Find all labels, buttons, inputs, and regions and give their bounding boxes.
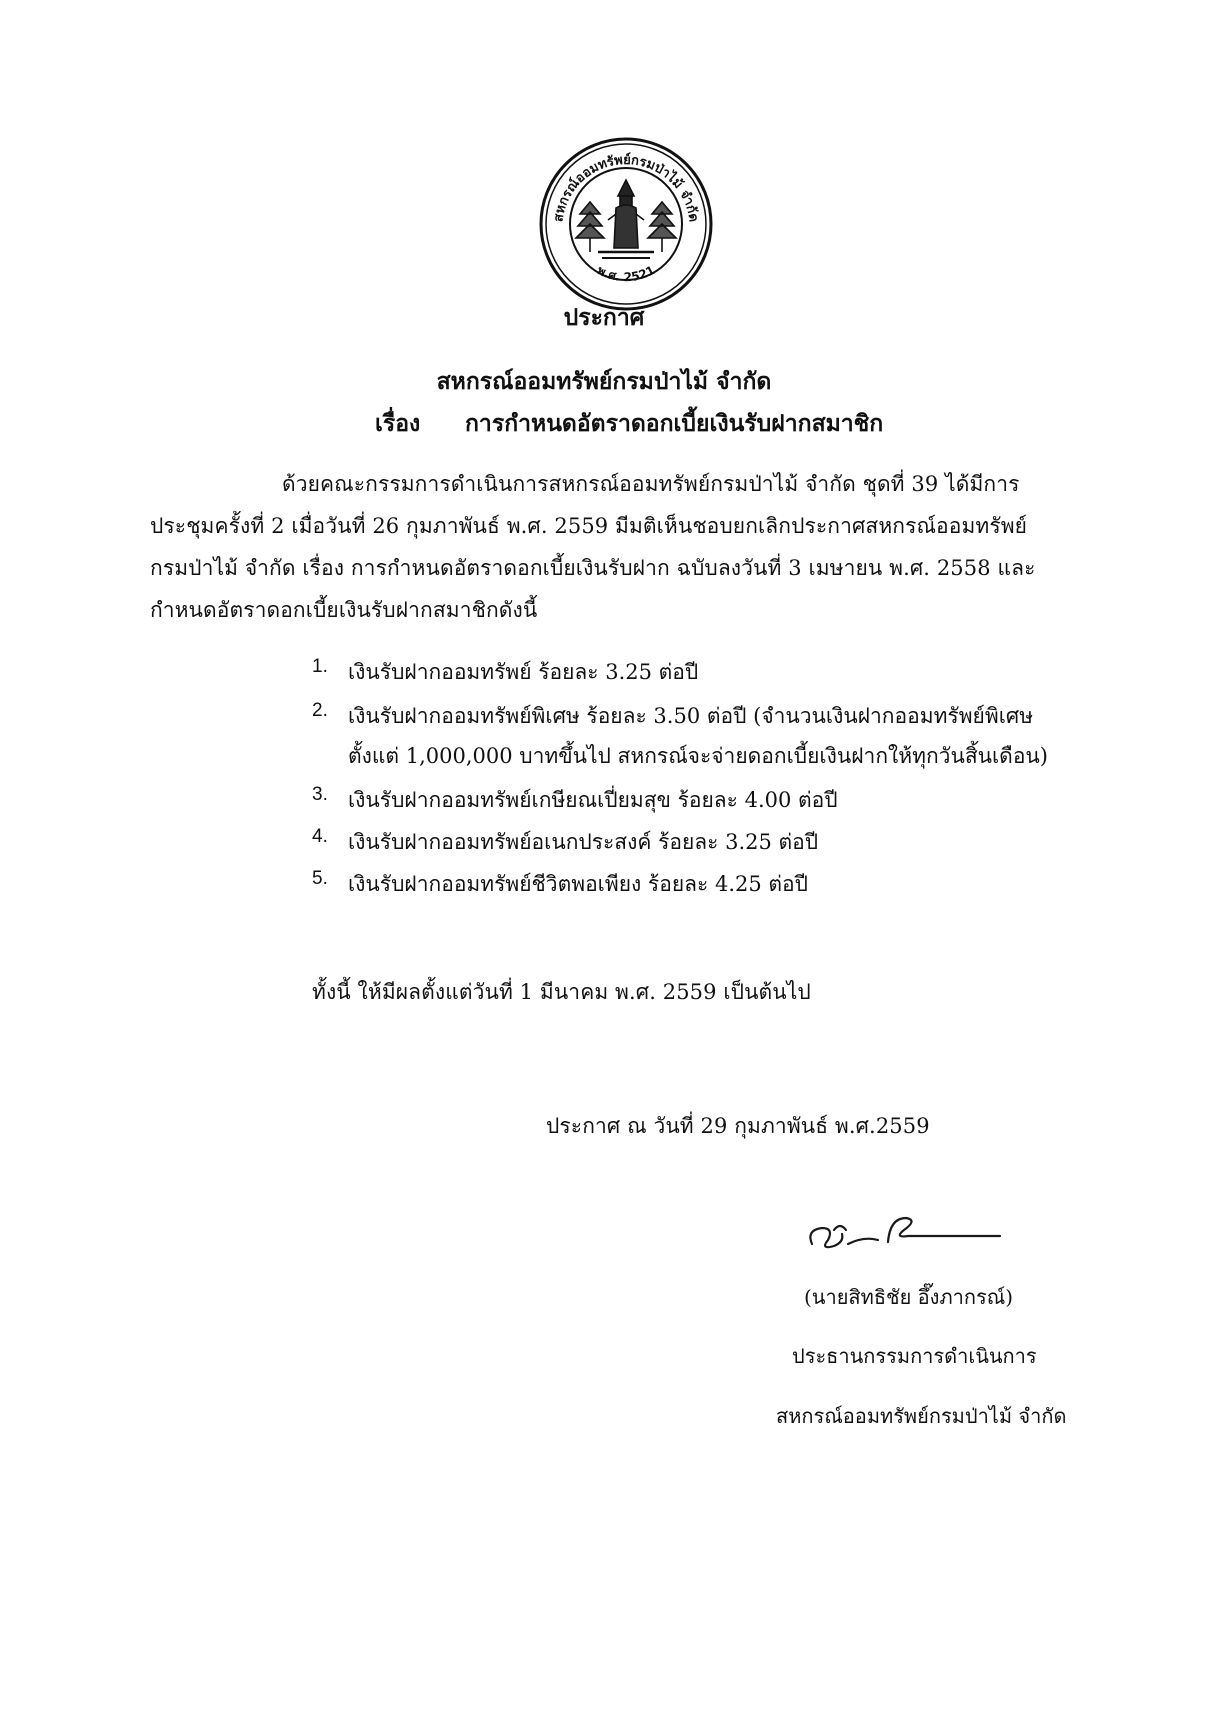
- rate-item-number: 1.: [312, 656, 328, 677]
- rate-item-text: เงินรับฝากออมทรัพย์อเนกประสงค์ ร้อยละ 3.25 ต่อปี: [348, 830, 819, 854]
- organization-name: สหกรณ์ออมทรัพย์กรมป่าไม้ จำกัด: [436, 368, 772, 395]
- paragraph-line: ประชุมครั้งที่ 2 เมื่อวันที่ 26 กุมภาพันธ์ พ.ศ. 2559 มีมติเห็นชอบยกเลิกประกาศสหกรณ์ออมทรัพย์: [150, 514, 1028, 538]
- rate-item-text: ตั้งแต่ 1,000,000 บาทขึ้นไป สหกรณ์จะจ่ายดอกเบี้ยเงินฝากให้ทุกวันสิ้นเดือน): [348, 744, 1048, 768]
- signatory-name: (นายสิทธิชัย อึ๊งภากรณ์): [804, 1285, 1014, 1309]
- subject-label: เรื่อง: [375, 410, 421, 437]
- handwritten-signature: [804, 1200, 1004, 1260]
- announcement-date: ประกาศ ณ วันที่ 29 กุมภาพันธ์ พ.ศ.2559: [546, 1114, 930, 1138]
- rate-item-text: เงินรับฝากออมทรัพย์ชีวิตพอเพียง ร้อยละ 4.25 ต่อปี: [348, 872, 808, 896]
- subject-line: [375, 406, 883, 442]
- signatory-position: ประธานกรรมการดำเนินการ: [792, 1344, 1037, 1368]
- paragraph-line: กรมป่าไม้ จำกัด เรื่อง การกำหนดอัตราดอกเบี้ยเงินรับฝาก ฉบับลงวันที่ 3 เมษายน พ.ศ. 2558 และ: [150, 556, 1036, 580]
- rate-item-text: เงินรับฝากออมทรัพย์ ร้อยละ 3.25 ต่อปี: [348, 660, 699, 684]
- svg-text:พ.ศ. 2521: พ.ศ. 2521: [594, 263, 658, 285]
- paragraph-line: กำหนดอัตราดอกเบี้ยเงินรับฝากสมาชิกดังนี้: [150, 598, 538, 622]
- signatory-organization: สหกรณ์ออมทรัพย์กรมป่าไม้ จำกัด: [776, 1404, 1067, 1428]
- subject-text: การกำหนดอัตราดอกเบี้ยเงินรับฝากสมาชิก: [465, 410, 884, 437]
- announcement-title: ประกาศ: [563, 304, 645, 331]
- paragraph-line: ด้วยคณะกรรมการดำเนินการสหกรณ์ออมทรัพย์กรมป่าไม้ จำกัด ชุดที่ 39 ได้มีการ: [282, 472, 1020, 496]
- rate-item-number: 5.: [312, 868, 328, 889]
- rate-item-number: 4.: [312, 826, 328, 847]
- cooperative-seal-logo: [538, 136, 714, 312]
- rate-item-text: เงินรับฝากออมทรัพย์พิเศษ ร้อยละ 3.50 ต่อปี (จำนวนเงินฝากออมทรัพย์พิเศษ: [348, 704, 1034, 728]
- rate-item-number: 2.: [312, 700, 328, 721]
- svg-text:สหกรณ์ออมทรัพย์กรมป่าไม้ จำกัด: สหกรณ์ออมทรัพย์กรมป่าไม้ จำกัด: [551, 152, 701, 223]
- rate-item-text: เงินรับฝากออมทรัพย์เกษียณเปี่ยมสุข ร้อยละ 4.00 ต่อปี: [348, 788, 838, 812]
- rate-item-number: 3.: [312, 784, 328, 805]
- effective-date-text: ทั้งนี้ ให้มีผลตั้งแต่วันที่ 1 มีนาคม พ.ศ. 2559 เป็นต้นไป: [312, 980, 811, 1004]
